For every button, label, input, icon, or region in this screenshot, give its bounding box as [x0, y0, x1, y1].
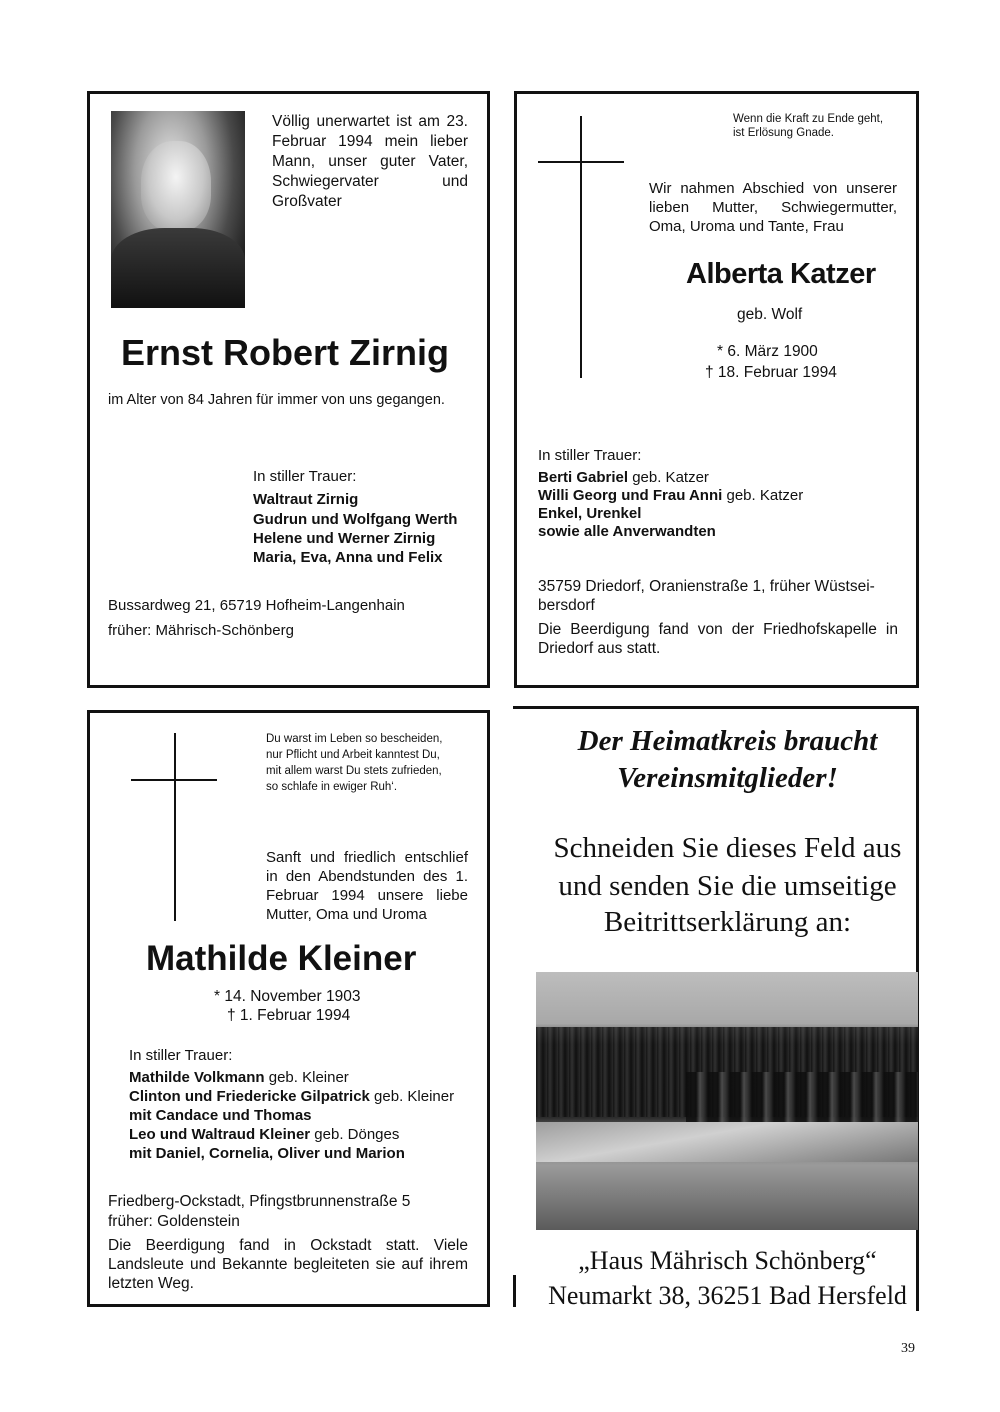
kleiner-mourner-3: mit Candace und Thomas: [129, 1107, 312, 1124]
ad-body-2: und senden Sie die umseitige: [558, 870, 897, 902]
ad-body-1: Schneiden Sie dieses Feld aus: [553, 832, 902, 864]
katzer-quote-2: ist Erlösung Gnade.: [733, 127, 835, 139]
zirnig-mourner-1: Waltraut Zirnig: [253, 491, 359, 508]
zirnig-intro: Völlig unerwartet ist am 23. Februar 1994 mein lieber Mann, unser guter Vater, Schwiegervater und Großvater: [272, 113, 468, 210]
katzer-address-2: bersdorf: [538, 597, 595, 614]
kleiner-mourning-label: In stiller Trauer:: [129, 1047, 233, 1064]
katzer-address-1: 35759 Driedorf, Oranienstraße 1, früher Wüstsei-: [538, 578, 875, 595]
katzer-funeral: Die Beerdigung fand von der Friedhofskapelle in Driedorf aus statt.: [538, 621, 898, 657]
kleiner-intro: Sanft und friedlich entschlief in den Abendstunden des 1. Februar 1994 unsere liebe Mutter, Oma und Uroma: [266, 849, 468, 923]
kleiner-birth: * 14. November 1903: [214, 988, 361, 1005]
zirnig-mourner-4: Maria, Eva, Anna und Felix: [253, 549, 443, 566]
katzer-mourner-1: Berti Gabriel geb. Katzer: [538, 469, 709, 486]
cross-icon: [580, 116, 582, 378]
zirnig-mourner-3: Helene und Werner Zirnig: [253, 530, 436, 547]
kleiner-name: Mathilde Kleiner: [146, 939, 417, 978]
cross-icon: [174, 733, 176, 921]
kleiner-death: † 1. Februar 1994: [227, 1007, 351, 1024]
katzer-born-name: geb. Wolf: [737, 306, 803, 323]
katzer-name: Alberta Katzer: [686, 258, 876, 290]
katzer-mourning-label: In stiller Trauer:: [538, 447, 642, 464]
zirnig-mourning-label: In stiller Trauer:: [253, 468, 357, 485]
zirnig-formerly: früher: Mährisch-Schönberg: [108, 622, 294, 639]
kleiner-mourner-5: mit Daniel, Cornelia, Oliver und Marion: [129, 1145, 405, 1162]
ad-body-3: Beitrittserklärung an:: [603, 906, 852, 938]
ad-address: Neumarkt 38, 36251 Bad Hersfeld: [548, 1281, 907, 1310]
ad-headline-1: Der Heimatkreis braucht: [577, 725, 878, 757]
zirnig-address: Bussardweg 21, 65719 Hofheim-Langenhain: [108, 597, 405, 614]
kleiner-quote-3: mit allem warst Du stets zufrieden,: [266, 765, 442, 777]
kleiner-address: Friedberg-Ockstadt, Pfingstbrunnenstraße 5: [108, 1193, 411, 1210]
katzer-intro: Wir nahmen Abschied von unserer lieben Mutter, Schwiegermutter, Oma, Uroma und Tante, Frau: [649, 180, 897, 235]
zirnig-mourner-2: Gudrun und Wolfgang Werth: [253, 511, 458, 528]
kleiner-funeral: Die Beerdigung fand in Ockstadt statt. Viele Landsleute und Bekannte begleiteten sie auf ihrem letzten Weg.: [108, 1237, 468, 1292]
kleiner-quote-1: Du warst im Leben so bescheiden,: [266, 733, 443, 745]
katzer-mourner-3: Enkel, Urenkel: [538, 505, 642, 522]
kleiner-mourner-1: Mathilde Volkmann geb. Kleiner: [129, 1069, 349, 1086]
ad-house-name: „Haus Mährisch Schönberg“: [578, 1246, 877, 1275]
kleiner-quote-2: nur Pflicht und Arbeit kanntest Du,: [266, 749, 440, 761]
katzer-birth: * 6. März 1900: [717, 343, 818, 360]
kleiner-mourner-4: Leo und Waltraud Kleiner geb. Dönges: [129, 1126, 400, 1143]
kleiner-formerly: früher: Goldenstein: [108, 1213, 240, 1230]
katzer-quote-1: Wenn die Kraft zu Ende geht,: [733, 113, 884, 125]
cross-bar: [131, 779, 217, 781]
katzer-mourner-4: sowie alle Anverwandten: [538, 523, 716, 540]
kleiner-mourner-2: Clinton und Friedericke Gilpatrick geb. Kleiner: [129, 1088, 455, 1105]
portrait-photo: [111, 111, 245, 308]
cross-bar: [538, 161, 624, 163]
zirnig-age-line: im Alter von 84 Jahren für immer von uns gegangen.: [108, 392, 445, 408]
katzer-death: † 18. Februar 1994: [705, 364, 837, 381]
riders-photo: [536, 972, 918, 1230]
zirnig-name: Ernst Robert Zirnig: [121, 332, 450, 373]
katzer-mourner-2: Willi Georg und Frau Anni geb. Katzer: [538, 487, 804, 504]
page-number: 39: [901, 1341, 915, 1356]
kleiner-quote-4: so schlafe in ewiger Ruh‘.: [266, 781, 398, 793]
ad-headline-2: Vereinsmitglieder!: [617, 762, 838, 794]
